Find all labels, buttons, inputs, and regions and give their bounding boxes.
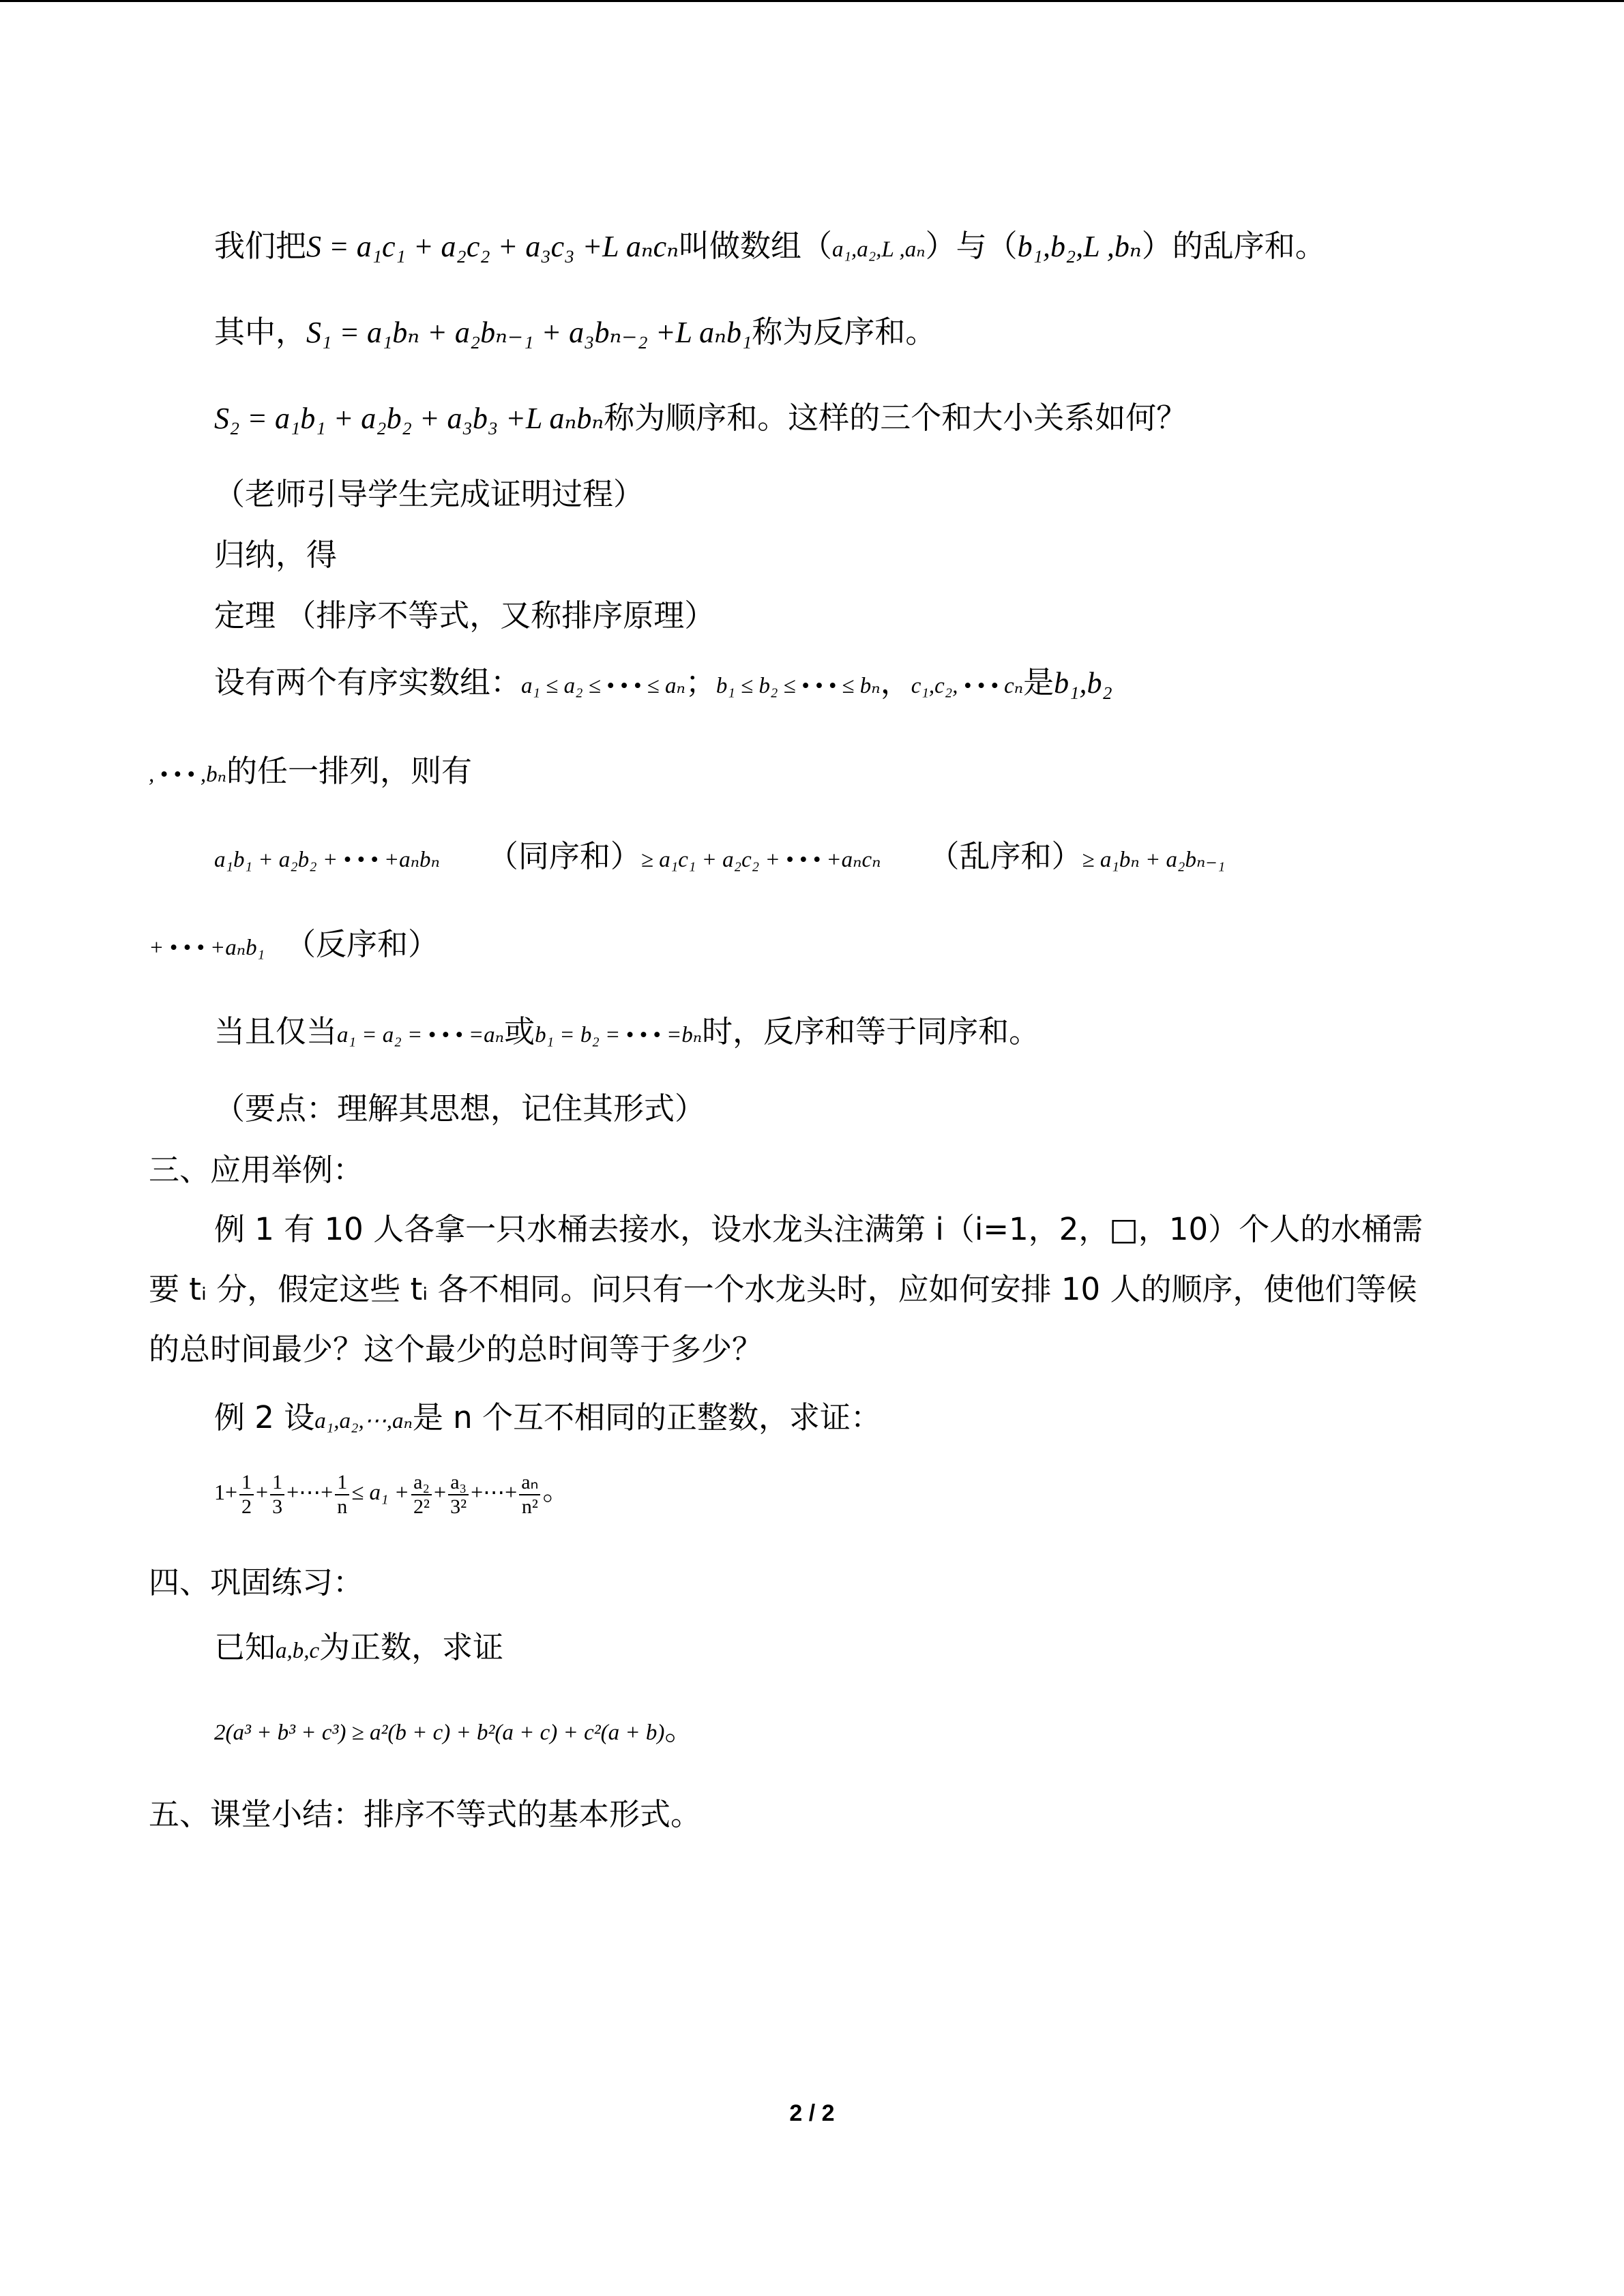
- paragraph-disorder-sum: [214, 225, 1326, 271]
- key-point: （要点：理解其思想，记住其形式）: [214, 1090, 706, 1127]
- text: 我们把: [214, 228, 307, 264]
- section-heading-5: 五、课堂小结：排序不等式的基本形式。: [149, 1796, 702, 1832]
- teacher-note: （老师引导学生完成证明过程）: [214, 476, 645, 512]
- inequality-chain: [214, 835, 1225, 881]
- fraction: [239, 1471, 254, 1519]
- denominator: 2²: [413, 1495, 430, 1518]
- formula-anb1: + • • • +aₙb₁: [149, 936, 265, 960]
- numerator: a₃: [448, 1471, 469, 1495]
- example-2-statement: [214, 1397, 881, 1442]
- example-1-line-3: 的总时间最少？这个最少的总时间等于多少？: [149, 1331, 763, 1367]
- text: ，: [880, 664, 911, 700]
- text: 当且仅当: [214, 1013, 338, 1049]
- fraction: [270, 1471, 284, 1519]
- text: （乱序和）: [928, 838, 1082, 874]
- text: 为正数，求证: [319, 1629, 504, 1665]
- theorem-statement-cont: [149, 750, 472, 796]
- page-number: 2 / 2: [789, 2100, 835, 2126]
- fraction: [448, 1471, 469, 1519]
- text: 。: [664, 1711, 696, 1747]
- denominator: 3²: [450, 1495, 467, 1518]
- text: 称为反序和。: [752, 314, 936, 350]
- text: （反序和）: [285, 926, 439, 962]
- top-border: [0, 0, 1624, 2]
- text: 的任一排列，则有: [226, 753, 473, 789]
- numerator: a₂: [411, 1471, 432, 1495]
- denominator: 2: [241, 1495, 252, 1518]
- formula-seq-b: b₁,b₂,L ,bₙ: [1017, 230, 1142, 263]
- text: 。: [542, 1475, 570, 1506]
- formula-same-order: a₁b₁ + a₂b₂ + • • • +aₙbₙ: [214, 848, 440, 872]
- text: +: [256, 1480, 269, 1504]
- example-2-inequality: [214, 1463, 570, 1521]
- text: 时，反序和等于同序和。: [702, 1013, 1040, 1049]
- formula-practice: 2(a³ + b³ + c³) ≥ a²(b + c) + b²(a + c) + c²(a + b): [214, 1720, 665, 1745]
- formula-disorder: ≥ a₁c₁ + a₂c₂ + • • • +aₙcₙ: [640, 848, 881, 872]
- formula-abc: a,b,c: [276, 1639, 320, 1663]
- fraction: [411, 1471, 432, 1519]
- formula-a-equal: a₁ = a₂ = • • • =aₙ: [337, 1023, 505, 1047]
- formula-bn: , • • • ,bₙ: [149, 762, 227, 787]
- section-heading-3: 三、应用举例：: [149, 1152, 364, 1188]
- formula-seq-a: a₁,a₂,L ,aₙ: [832, 237, 926, 262]
- text: +⋯+: [471, 1480, 518, 1504]
- equality-condition: [214, 1011, 1039, 1056]
- numerator: aₙ: [519, 1471, 540, 1495]
- formula-s2: S₂ = a₁b₁ + a₂b₂ + a₃b₃ +L aₙbₙ: [214, 402, 604, 435]
- denominator: n²: [521, 1495, 538, 1518]
- practice-statement: [214, 1626, 503, 1672]
- text: 是 n 个互不相同的正整数，求证：: [412, 1399, 881, 1435]
- fraction: [335, 1471, 349, 1519]
- text: ≤ a₁ +: [351, 1480, 410, 1505]
- denominator: 3: [272, 1495, 283, 1518]
- formula-a-seq: a₁,a₂,⋯,aₙ: [314, 1409, 413, 1433]
- example-1-line-2: 要 tᵢ 分，假定这些 tᵢ 各不相同。问只有一个水龙头时，应如何安排 10 人的顺序，使他们等候: [149, 1271, 1417, 1307]
- theorem-statement: [214, 661, 1112, 707]
- induction-line: 归纳，得: [214, 537, 338, 573]
- section-heading-4: 四、巩固练习：: [149, 1564, 364, 1600]
- numerator: 1: [239, 1471, 254, 1495]
- formula-s1: S₁ = a₁bₙ + a₂bₙ₋₁ + a₃bₙ₋₂ +L aₙb₁: [306, 316, 752, 349]
- text: 或: [504, 1013, 535, 1049]
- paragraph-ordered-sum: [214, 397, 1187, 440]
- inequality-chain-cont: [149, 923, 439, 969]
- text: 1+: [214, 1480, 238, 1504]
- text: 称为顺序和。这样的三个和大小关系如何？: [604, 400, 1187, 436]
- formula-c-seq: c₁,c₂, • • • cₙ: [911, 674, 1024, 698]
- paragraph-reverse-sum: [214, 311, 936, 354]
- text: +: [434, 1480, 447, 1504]
- text: +⋯+: [286, 1480, 334, 1504]
- fraction: [519, 1471, 540, 1519]
- formula-b1b2: b₁,b₂: [1054, 666, 1112, 700]
- formula-s: S = a₁c₁ + a₂c₂ + a₃c₃ +L aₙcₙ: [306, 230, 679, 263]
- example-1-line-1: 例 1 有 10 人各拿一只水桶去接水，设水龙头注满第 i（i=1，2，□，10）个人的水桶需: [214, 1211, 1423, 1247]
- text: 设有两个有序实数组：: [214, 664, 522, 700]
- formula-b-order: b₁ ≤ b₂ ≤ • • • ≤ bₙ: [715, 674, 881, 698]
- formula-reverse: ≥ a₁bₙ + a₂bₙ₋₁: [1082, 848, 1226, 872]
- theorem-heading: 定理 （排序不等式，又称排序原理）: [214, 597, 715, 633]
- text: （同序和）: [487, 838, 641, 874]
- text: ）与（: [925, 228, 1018, 264]
- numerator: 1: [270, 1471, 284, 1495]
- formula-a-order: a₁ ≤ a₂ ≤ • • • ≤ aₙ: [521, 674, 685, 698]
- text: 是: [1023, 664, 1054, 700]
- text: 已知: [214, 1629, 276, 1665]
- text: 叫做数组（: [679, 228, 833, 264]
- text: 其中，: [214, 314, 307, 350]
- text: 例 2 设: [214, 1399, 315, 1435]
- text: ；: [685, 664, 716, 700]
- text: ）的乱序和。: [1141, 228, 1326, 264]
- formula-b-equal: b₁ = b₂ = • • • =bₙ: [535, 1023, 703, 1047]
- numerator: 1: [335, 1471, 349, 1495]
- practice-inequality: [214, 1708, 695, 1754]
- denominator: n: [337, 1495, 348, 1518]
